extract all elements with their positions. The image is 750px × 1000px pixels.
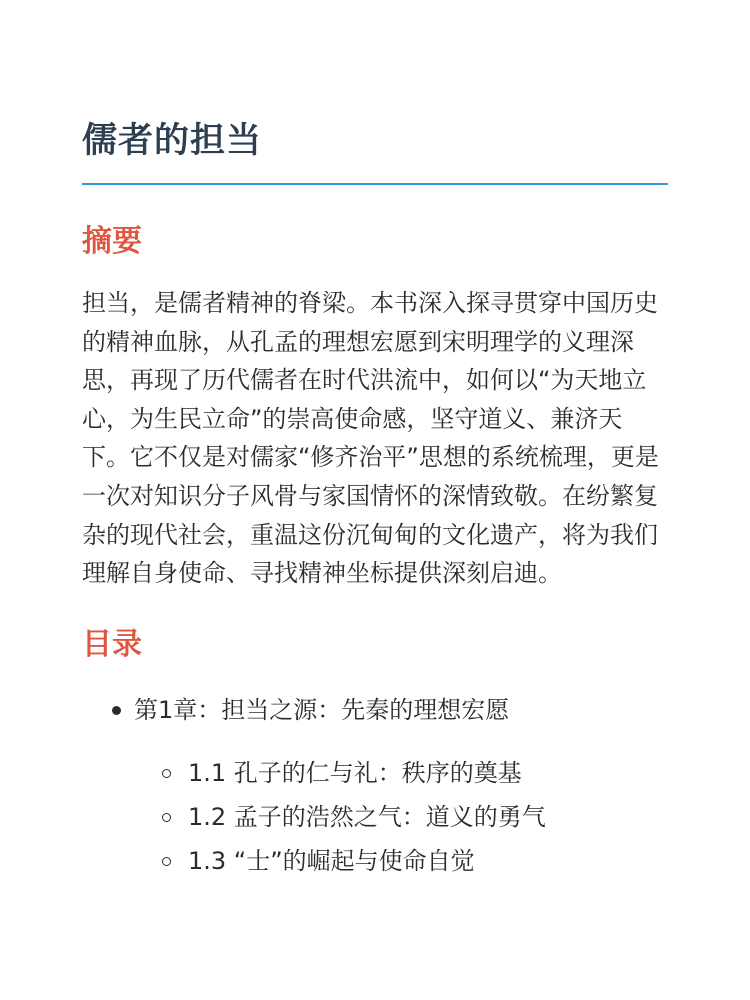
toc-list xyxy=(82,691,668,729)
title-divider xyxy=(82,183,668,185)
toc-section-1-2 xyxy=(134,795,668,839)
disc-bullet-icon xyxy=(112,706,121,715)
section-title: 1.2 孟子的浩然之气：道义的勇气 xyxy=(188,802,546,831)
section-title: 1.1 孔子的仁与礼：秩序的奠基 xyxy=(188,758,522,787)
summary-paragraph: 担当，是儒者精神的脊梁。本书深入探寻贯穿中国历史的精神血脉，从孔孟的理想宏愿到宋明理学的义理深思，再现了历代儒者在时代洪流中，如何以“为天地立心，为生民立命”的崇高使命感，坚守道义、兼济天下。它不仅是对儒家“修齐治平”思想的系统梳理，更是一次对知识分子风骨与家国情怀的深情致敬。在纷繁复杂的现代社会，重温这份沉甸甸的文化遗产，将为我们理解自身使命、寻找精神坐标提供深刻启迪。 xyxy=(82,289,659,588)
circle-bullet-icon xyxy=(162,857,171,866)
toc-section-1-3 xyxy=(134,839,668,883)
book-title: 儒者的担当 xyxy=(82,121,263,161)
summary-heading: 摘要 xyxy=(82,224,142,259)
toc-section-list xyxy=(82,751,668,883)
toc-section-1-1 xyxy=(134,751,668,795)
chapter-title: 第1章：担当之源：先秦的理想宏愿 xyxy=(134,695,510,724)
circle-bullet-icon xyxy=(162,813,171,822)
section-title: 1.3 “士”的崛起与使命自觉 xyxy=(188,846,475,875)
toc-chapter-1 xyxy=(82,691,668,729)
toc-heading: 目录 xyxy=(82,626,142,662)
circle-bullet-icon xyxy=(162,769,171,778)
